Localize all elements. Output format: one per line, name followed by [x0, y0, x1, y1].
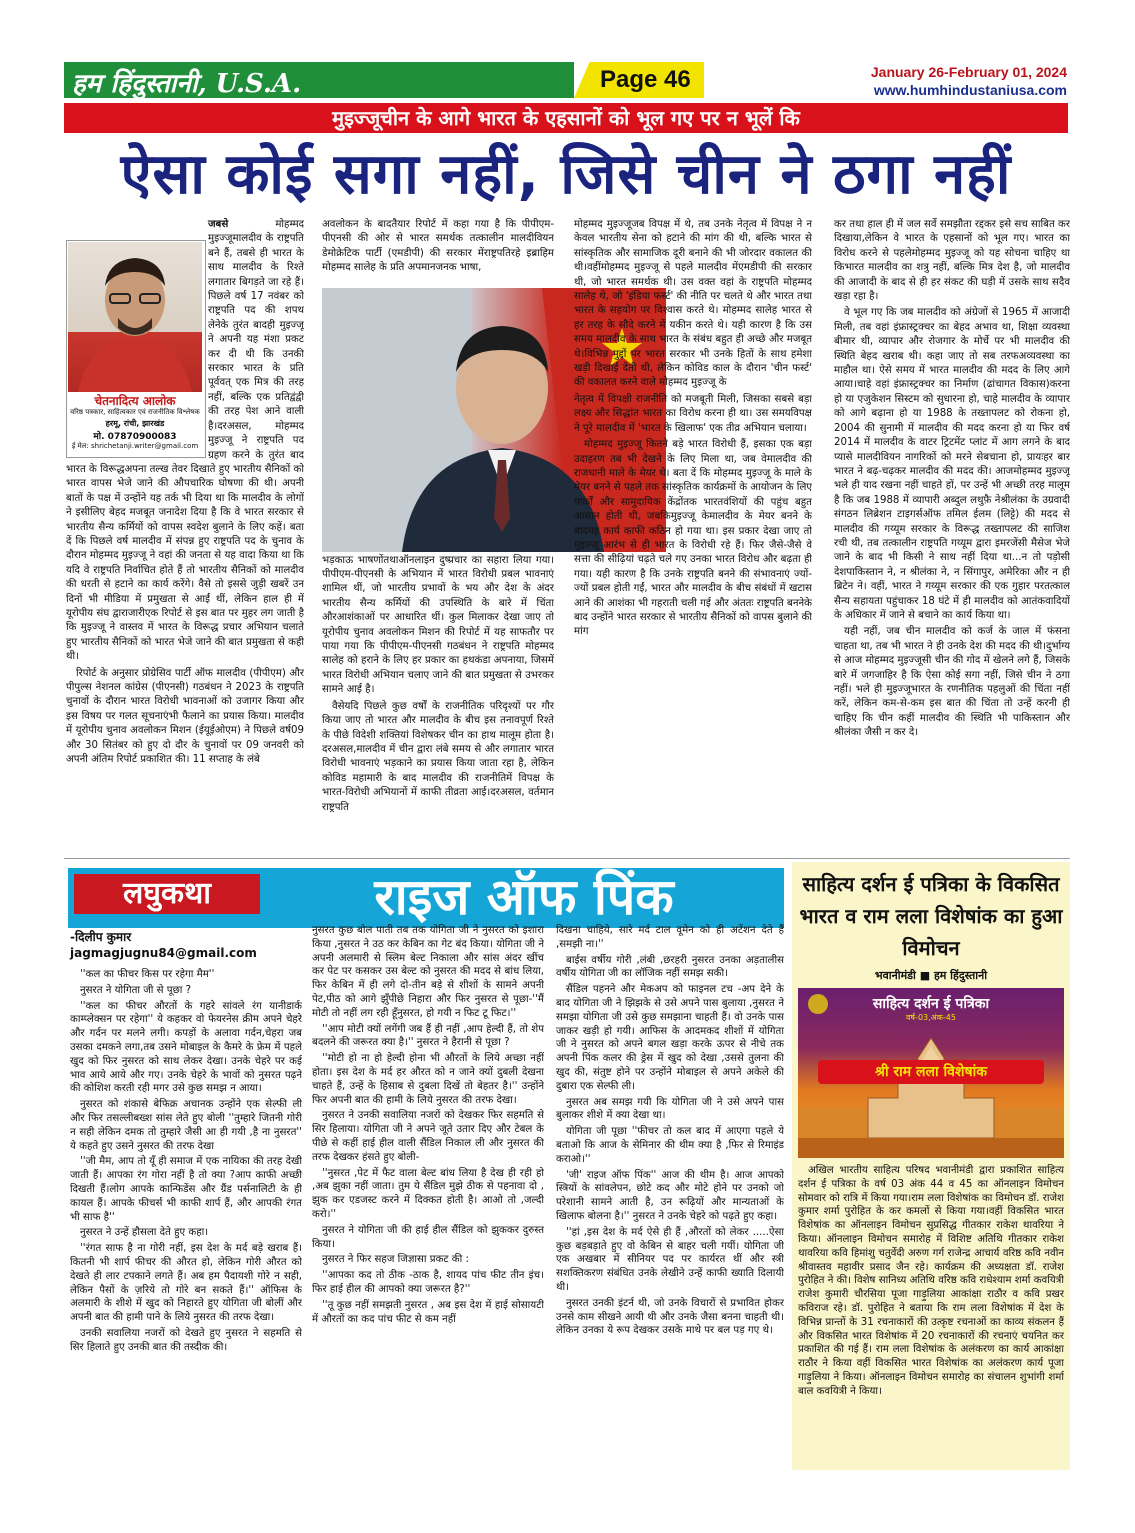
story-paragraph: नुसरत को शंकासे बेफिक्र अचानक उन्होंने एक सेल्फी ली और फिर तसल्लीबख्श सांस लेते हुए बोली ''तुम्हारे जितनी गोरी न सही लेकिन दमक तो तुम्हारे जैसी आ ही गयी ,है ना नुसरत'' ये कहते हुए उसने नुसरत की तरफ देखा [70, 1099, 302, 1152]
side-news-paragraph: अखिल भारतीय साहित्य परिषद भवानीमंडी द्वारा प्रकाशित साहित्य दर्शन ई पत्रिका के वर्ष 03 अंक 44 व 45 का ऑनलाइन विमोचन सोमवार को रात्रि में किया गया।राम लला विशेषांक का विमोचन डॉ. राजेश कुमार शर्मा पुरोहित के कर कमलों से किया गया।वहीं विकसित भारत विशेषांक का ऑनलाइन विमोचन सुप्रसिद्ध गीतकार राकेश थावरिया ने किया। ऑनलाइन विमोचन समारोह में विशिष्ट अतिथि गीतकार राकेश थावरिया कवि हिमांशु चतुर्वेदी अरुण गर्ग राजेन्द्र आचार्य वरिष्ठ कवि नवीन श्रीवास्तव महावीर प्रसाद जैन रहे। कार्यक्रम की अध्यक्षता डॉ. राजेश पुरोहित ने की। विशेष सानिध्य अतिथि वरिष्ठ कवि राधेश्याम शर्मा कवयित्री राजेश कुमारी चौरसिया पूजा गाड़ुलिया आकांक्षा राठौर व कवि प्रखर कविराज रहे। डॉ. पुरोहित ने बताया कि राम लला विशेषांक में देश के विभिन्न प्रान्तों के 31 रचनाकारों की उत्कृष्ट रचनाओं का काव्य संकलन हैं और विकसित भारत विशेषांक में 20 रचनाकारों की रचनाएं चयनित कर प्रकाशित की गई हैं। राम लला विशेषांक के अलंकरण का कार्य आकांक्षा राठौर ने किया वहीं विकसित भारत विशेषांक का अलंकरण कार्य पूजा गाड़ुलिया ने किया। ऑनलाइन विमोचन समारोह का संचालन शुभांगी शर्मा बाल कवयित्री ने किया। [798, 1165, 1064, 1397]
poster-issue: वर्ष-03,अंक-45 [905, 1013, 956, 1022]
story-paragraph: नुसरत ने उन्हें हौसला देते हुए कहा। [80, 1227, 209, 1239]
story-paragraph: उनकी सवालिया नजरों को देखते हुए नुसरत ने सहमति से सिर हिलाते हुए उनकी बात की तस्दीक की। [70, 1327, 302, 1353]
story-title: राइज ऑफ पिंक [374, 868, 674, 926]
side-news-body [798, 1164, 1064, 1468]
story-email[interactable]: jagmagjugnu84@gmail.com [70, 946, 257, 960]
main-headline: ऐसा कोई सगा नहीं, जिसे चीन ने ठगा नहीं [120, 142, 1012, 207]
story-tag: लघुकथा [122, 876, 212, 911]
page-number: Page 46 [600, 66, 691, 93]
article-column-4 [834, 218, 1070, 850]
story-author: -दिलीप कुमार [70, 930, 132, 944]
story-paragraph: ''जी मैम, आप तो यूँ ही समाज में एक नायिका की तरह देखी जाती हैं। आपका रंग गोरा नहीं है तो क्या ?आप काफी अच्छी दिखती हैं।लोग आपके कान्फिडेंस और ग्रैंड पर्सनालिटी के ही कायल हैं। आपके फीचर्स भी काफी शार्प हैं, और आपकी रंगत भी साफ है'' [70, 1156, 302, 1223]
site-url[interactable]: www.humhindustaniusa.com [873, 82, 1067, 98]
story-paragraph: नुसरत ने योगिता जी से पूछा ? [80, 984, 192, 996]
story-paragraph: ''कल का फीचर किस पर रहेगा मैम'' [80, 969, 215, 980]
author-phone: मो. 07870900083 [93, 432, 177, 442]
issue-date: January 26-February 01, 2024 [870, 64, 1067, 80]
story-paragraph: बाईस वर्षीय गोरी ,लंबी ,छरहरी नुसरत उनका अड़तालीस वर्षीय योगिता जी का लॉजिक नहीं समझ सकी। [556, 954, 784, 980]
article-paragraph: वैसेयदि पिछले कुछ वर्षों के राजनीतिक परिदृश्यों पर गौर किया जाए तो भारत और मालदीव के बीच इस तनावपूर्ण रिश्ते के पीछे विदेशी शक्तियां विशेषकर चीन का हाथ मालूम होता है। दरअसल,मालदीव में चीन द्वारा लंबे समय से और लगातार भारत विरोधी भावनाएं भड़काने का प्रयास किया जाता रहा है, लेकिन कोविड महामारी के बाद मालदीव की राजनीतिमें विपक्ष के भारत-विरोधी अभियानों में काफी तीव्रता आई।दरअसल, वर्तमान राष्ट्रपति [322, 700, 554, 813]
story-paragraph: योगिता जी पूछा ''फीचर तो कल बाद में आएगा पहले ये बताओ कि आज के सेमिनार की थीम क्या है ,फिर से रिमाइंड कराओ।'' [556, 1126, 784, 1165]
article-paragraph: मोहम्मद मुइज्जू कितने बड़े भारत विरोधी हैं, इसका एक बड़ा उदाहरण तब भी देखने के लिए मिला था, जब वेमालदीव की राजधानी माले के मेयर थे। बता दें कि मोहम्मद मुइज्जू के माले के मेयर बनने से पहले तक सांस्कृतिक कार्यक्रमों के आयोजन के लिए पार्कों और सामुदायिक केंद्रोंतक भारतवंशियों की पहुंच बहुत आसान होती थी, जबकिमुइज्जू केमालदीव के मेयर बनने के बादयह कार्य काफी कठिन हो गया था। इस प्रकार देखा जाए तो मुइज्जू आरंभ से ही भारत के विरोधी रहे हैं। फिर जैसे-जैसे वे सत्ता की सीढ़ियां चढ़ते चले गए उनका भारत विरोध और बढ़ता ही गया। यही कारण है कि उनके राष्ट्रपति बनने की संभावनाएं ज्यों-ज्यों प्रबल होती गईं, भारत और मालदीव के बीच संबंधों में खटास आने की आशंका भी गहराती चली गई और अंततः राष्ट्रपति बननेके बाद उन्होंने भारत सरकार से भारतीय सैनिकों को वापस बुलाने की मांग [574, 439, 812, 638]
article-paragraph: रिपोर्ट के अनुसार प्रोग्रेसिव पार्टी ऑफ मालदीव (पीपीएम) और पीपुल्स नेशनल कांग्रेस (पीएनसी) गठबंधन ने 2023 के राष्ट्रपति चुनावों के दौरान भारत विरोधी भावनाओं को उजागर किया और इस विषय पर गलत सूचनाएंभी फैलाने का प्रयास किया। मालदीव में यूरोपीय चुनाव अवलोकन मिशन (ईयूईओएम) ने पिछले वर्ष09 और 30 सितंबर को हुए दो दौर के चुनावों पर 09 जनवरी को अपनी अंतिम रिपोर्ट प्रकाशित की। 11 सप्ताह के लंबे [66, 667, 304, 766]
poster-title: साहित्य दर्शन ई पत्रिका [872, 996, 990, 1012]
story-paragraph: ''नुसरत ,पेट में फैट वाला बेल्ट बांध लिया है देख ही रही हो ,अब झुका नहीं जाता। तुम ये सैंडिल मुझे ठीक से पहनावा दो , झुक कर एडजस्ट करने में दिक्कत होती है। आओ तो ,जल्दी करो।'' [312, 1167, 544, 1220]
article-paragraph: अवलोकन के बादतैयार रिपोर्ट में कहा गया है कि पीपीएम-पीएनसी की ओर से भारत समर्थक तत्कालीन मालदीवियन डेमोक्रेटिक पार्टी (एमडीपी) की सरकार मेंराष्ट्रपतिरहे इब्राहिम मोहम्मद सालेह के प्रति अपमानजनक भाषा, [322, 219, 554, 274]
story-paragraph: ''कल का फीचर औरतों के गहरे सांवले रंग यानीडार्क काम्प्लेक्सन पर रहेगा'' ये कहकर वो फेयरनेस क्रीम अपने चेहरे और गर्दन पर मलने लगी। कपड़ों के अलावा गर्दन,चेहरा जब उसका दमकने लगा,तब उसने मोबाइल के कैमरे के फ्रेम में पहले खुद को फिर नुसरत को साथ लेकर देखा। उनके चेहरे पर कई भाव आये आये और गए। उनके चेहरे के भावों को नुसरत पढ़ने की कोशिश करती रही मगर उसे कुछ समझ न आया। [70, 1000, 302, 1095]
story-paragraph: ''रंगत साफ है ना गोरी नहीं, इस देश के मर्द बड़े खराब हैं। कितनी भी शार्प फीचर की औरत हो, लेकिन गोरी औरत को देखते ही लार टपकाने लगते हैं। अब हम पैदायशी गोरे न सही, लेकिन पैसों के ज़रिये तो गोरे बन सकते हैं।'' ऑफिस के अलमारी के शीशे में खुद को निहारते हुए योगिता जी बोलीं और अपनी बात की हामी पाने के लिये नुसरत की तरफ देखा। [70, 1243, 302, 1324]
story-paragraph: दिखना चाहिये, सारे मर्द टाल वूमेन को ही अटेंशन देते हैं ,समझी ना।'' [556, 925, 784, 950]
poster-ribbon-text: श्री राम लला विशेषांक [875, 1064, 987, 1080]
article-paragraph: नेतृत्व में विपक्षी राजनीति को मजबूती मिली, जिसका सबसे बड़ा लक्ष्य और सिद्धांत भारत का विरोध करना ही था। उस समयविपक्ष ने पूरे मालदीव में 'भारत के खिलाफ' एक तीव्र अभियान चलाया। [574, 393, 812, 434]
story-paragraph: ''मोटी हो ना हो हेल्दी होना भी औरतों के लिये अच्छा नहीं होता। इस देश के मर्द हर औरत को न जाने क्यों दुबली देखना चाहते हैं, उन्हें के हिसाब से दुबला दिखें तो बेहतर है।'' उन्होंने फिर अपनी बात की हामी के लिये नुसरत की तरफ देखा। [312, 1053, 544, 1106]
story-column-3 [556, 924, 784, 1463]
story-paragraph: ''हां ,इस देश के मर्द ऐसे ही हैं ,औरतों को लेकर .....ऐसा कुछ बड़बड़ाते हुए वो केबिन से बाहर चली गयीं। योगिता जी एक अखबार में सीनियर पद पर कार्यरत थीं और स्त्री सशक्तिकरण संबंधित उनके लेखीने उन्हें काफी ख्याति दिलायी थी। [556, 1226, 784, 1293]
story-paragraph: नुसरत ने उनकी सवालिया नजरों को देखकर फिर सहमति से सिर हिलाया। योगिता जी ने अपने जूते उतार दिए और टेबल के पीछे से कहीं हाई हील वाली सैंडिल निकाल ली और नुसरत की तरफ देखकर हंसते हुए बोली- [312, 1110, 544, 1163]
story-paragraph: नुसरत उनकी इंटर्न थी, जो उनके विचारों से प्रभावित होकर उनसे काम सीखने आयी थी और उनके जैसा बनना चाहती थी। लेकिन उनका ये रूप देखकर उसके माथे पर बल पड़ गए थे। [556, 1297, 784, 1337]
side-news-dateline: भवानीमंडी ■ हम हिंदुस्तानी [874, 969, 988, 982]
story-paragraph: 'जी' राइज ऑफ पिंक'' आज की थीम है। आज आपको स्त्रियों के सांवलेपन, छोटे कद और मोटे होने पर उनको जो परेशानी सामने आती है, उन रूढ़ियों और मान्यताओं के खिलाफ बोलना है।'' नुसरत ने उनके चेहरे को पढ़ते हुए कहा। [556, 1169, 784, 1222]
story-paragraph: नुसरत ने योगिता जी की हाई हील सैंडिल को झुककर दुरुस्त किया। [312, 1224, 544, 1250]
masthead-title: हम हिंदुस्तानी, U.S.A. [72, 69, 302, 99]
author-email: ई मेल: shrichetanji.writer@gmail.com [71, 442, 199, 450]
article-paragraph: मोहम्मद मुइज्जूमालदीव के राष्ट्रपति बने हैं, तबसे ही भारत के साथ मालदीव के रिश्ते लगातार बिगड़ते जा रहे हैं। पिछले वर्ष 17 नवंबर को राष्ट्रपति पद की शपथ लेनेके तुरंत बादही मुइज्जू ने अपनी यह मंशा प्रकट कर दी थी कि उनकी सरकार भारत के प्रति पूर्ववत् एक मित्र की तरह नहीं, बल्कि एक प्रतिद्वंद्वी की तरह पेश आने वाली है।दरअसल, मोहम्मद मुइज्जू ने राष्ट्रपति पद ग्रहण करने के तुरंत बाद भारत के विरूद्धअपना तल्ख तेवर दिखाते हुए भारतीय सैनिकों को भारत वापस भेजे जाने की औपचारिक घोषणा की थी। अपनी बातों के पक्ष में उन्होंने यह तर्क भी दिया था कि मालदीव के लोगों ने इसीलिए बेहद मजबूत जनादेश दिया है कि वे भारत सरकार से भारतीय सैन्य कर्मियों को वापस स्वदेश बुलाने के लिए कहें। बता दें कि पिछले वर्ष मालदीव में संपन्न हुए राष्ट्रपति पद के चुनाव के दौरान मोहम्मद मुइज्जू ने वहां की जनता से यह वादा किया था कि यदि वे राष्ट्रपति निर्वाचित होते हैं तो भारतीय सैनिकों को मालदीव की धरती से हटाने का कार्य करेंगे। वैसे तो इससे जुड़ी खबरें उन दिनों भी मीडिया में प्रमुखता से आईं थीं, लेकिन हाल ही में यूरोपीय संघ द्वाराजारीएक रिपोर्ट से इस बात पर मुहर लग जाती है कि मुइज्जू ने वास्तव में भारत के विरूद्ध प्रचार अभियान चलाते हुए भारतीय सैनिकों को भारत भेजे जाने की बात प्रमुखता से कही थी। [66, 219, 304, 663]
story-paragraph: नुसरत अब समझ गयी कि योगिता जी ने उसे अपने पास बुलाकर शीशे में क्या देखा था। [556, 1096, 784, 1122]
story-paragraph: नुसरत कुछ बोल पाती तब तक योगिता जी ने नुसरत को इशारा किया ,नुसरत ने उठ कर केबिन का गेट बंद किया। योगिता जी ने अपनी अलमारी से स्लिम बेल्ट निकाला और सांस अंदर खींच कर पेट पर कसकर उस बेल्ट को नुसरत की मदद से बांध लिया, फिर केबिन में ही लगे दो-तीन बड़े से शीशों के सामने अपनी पेट,पीठ को आगे झुँपीछे निहारा और फिर नुसरत से पूछा-''मैं मोटी तो नहीं लग रही हूँनुसरत, हो गयी न फिट टू फिट।'' [312, 925, 544, 1019]
story-paragraph: ''तू कुछ नहीं समझती नुसरत , अब इस देश में हाई सोसायटी में औरतों का कद पांच फीट से कम नहीं [312, 1299, 544, 1325]
article-paragraph: भड़काऊ भाषणोंतथाऑनलाइन दुष्प्रचार का सहारा लिया गया। पीपीएम-पीएनसी के अभियान में भारत विरोधी प्रबल भावनाएं शामिल थीं, जो भारतीय प्रभावों के भय और देश के अंदर भारतीय सैन्य कर्मियों की उपस्थिति के बारे में चिंता औरआशंकाओं पर आधारित थीं। कुल मिलाकर देखा जाए तो यूरोपीय चुनाव अवलोकन मिशन की रिपोर्ट में यह साफतौर पर पाया गया कि पीपीएम-पीएनसी गठबंधन ने राष्ट्रपति मोहम्मद सालेह को हराने के लिए हर प्रकार का हथकंडा अपनाया, जिसमें भारत विरोधी अभियान चलाए जाने की बात प्रमुखता से उभरकर सामने आई है। [322, 554, 554, 696]
article-paragraph: यही नहीं, जब चीन मालदीव को कर्ज के जाल में फंसना चाहता था, तब भी भारत ने ही उनके देश की मदद की थी।दुर्भाग्य से आज मोहम्मद मुइज्जूसी चीन की गोद में खेलने लगे हैं, जिसके बारे में जगजाहिर है कि ऐसा कोई सगा नहीं, जिसे चीन ने ठगा नहीं। भले ही मुइज्जूभारत के रणनीतिक पहलुओं की चिंता नहीं करें, लेकिन कम-से-कम इस बात की चिंता तो उन्हें करनी ही चाहिए कि चीन कहीं मालदीव की स्थिति भी पाकिस्तान और श्रीलंका जैसी न कर दे। [834, 626, 1070, 739]
article-column-3 [574, 218, 812, 850]
author-name: चेतनादित्य आलोक [94, 394, 176, 408]
story-column-2 [312, 924, 544, 1463]
article-paragraph: वे भूल गए कि जब मालदीव को अंग्रेजों से 1965 में आजादी मिली, तब वहां इंफ्रास्ट्रक्चर का बेहद अभाव था, शिक्षा व्यवस्था बीमार थी, व्यापार और रोजगार के मोर्चे पर भी मालदीव की स्थिति बेहद खराब थी। कहा जाए तो सब तरफअव्यवस्था का माहौल था। ऐसे समय में भारत मालदीव की मदद के लिए आगे आया।चाहे वहां इंफ्रास्ट्रक्चर का निर्माण (ढांचागत विकास)करना हो या एजुकेशन सिस्टम को सुधारना हो, चाहे मालदीव के व्यापार को आगे बढ़ाना हो या 1988 के तख्तापलट को रोकना हो, 2004 की सुनामी में मालदीव की मदद करना हो या फिर वर्ष 2014 में मालदीव के वाटर ट्रिटमेंट प्लांट में आग लगने के बाद प्यासे मालदीवियन नागरिकों को मरने सेबचाना हो, प्रायःहर बार भारत ने बढ़-चढ़कर मालदीव की मदद की। आजमोहम्मद मुइज्जू भले ही याद रखना नहीं चाहते हों, पर उन्हें भी अच्छी तरह मालूम है कि जब 1988 में व्यापारी अब्दुल लथुफ़ै नेश्रीलंका के उग्रवादी संगठन लिब्रेशन टाइगर्सऑफ तमिल ईलम (लिट्टे) की मदद से मालदीव की गय्यूम सरकार के विरूद्ध तख्तापलट की साजिश रची थी, तब तत्कालीन राष्ट्रपति गय्यूम द्वारा इमरजेंसी मैसेज भेजे जाने के बाद भी किसी ने साथ नहीं दिया था...न तो पड़ोसी देशपाकिस्तान ने, न श्रीलंका ने, न सिंगापुर, अमेरिका और न ही ब्रिटेन ने। वहीं, भारत ने गय्यूम सरकार की एक गुहार परतत्काल सैन्य सहायता पहुंचाकर 18 घंटे में ही मालदीव को आतंकवादियों के अधिकार में जाने से बचाने का कार्य किया था। [834, 307, 1070, 621]
article-paragraph: मोहम्मद मुइज्जूजब विपक्ष में थे, तब उनके नेतृत्व में विपक्ष ने न केवल भारतीय सेना को हटाने की मांग की थी, बल्कि भारत से सांस्कृतिक और सामाजिक दूरी बनाने की भी जोरदार वकालत की थी।वहींमोहम्मद मुइज्जू से पहले मालदीव मेंएमडीपी की सरकार थी, जो भारत समर्थक थी। उस वक्त वहां के राष्ट्रपति मोहम्मद सालेह थे, जो 'इंडिया फर्स्ट' की नीति पर चलते थे और भारत तथा भारत के सहयोग पर विश्वास करते थे। मोहम्मद सालेह भारत से हर तरह के सौदे करने में यकीन करते थे। यही कारण है कि उस समय मालदीव के साथ भारत के संबंध बहुत ही अच्छे और मजबूत थे।विभिन्न मुद्दों पर भारत सरकार भी उनके हितों के साथ हमेशा खड़ी दिखाई देती थी, लेकिन कोविड काल के दौरान 'चीन फर्स्ट' की वकालत करने वाले मोहम्मद मुइज्जू के [574, 219, 812, 389]
side-news-title: साहित्य दर्शन ई पत्रिका के विकसित भारत व राम लला विशेषांक का हुआ विमोचन [799, 872, 1063, 960]
author-portrait-icon [68, 242, 202, 392]
lead-word: जबसे [208, 219, 229, 230]
story-paragraph: सैंडिल पहनने और मेकअप को फाइनल टच -अप देने के बाद योगिता जी ने झिझके से उसे अपने पास बुलाया ,नुसरत ने समझा योगिता जी उसे कुछ समझाना चाहती हैं। वो उनके पास जाकर खड़ी हो गयी। आफिस के आदमकद शीशों में योगिता जी ने नुसरत को अपने बगल खड़ा करके ऊपर से नीचे तक अपनी पिंक कलर की ड्रेस में खुद को देखा ,उससे तुलना की खुद की, संतुष्ट होने पर उन्होंने मोबाइल से अपने अकेले की दुबारा एक सेल्फी ली। [556, 984, 784, 1092]
author-role: वरिष्ठ पत्रकार, साहित्यकार एवं राजनीतिक विश्लेषक [70, 408, 200, 416]
story-column-1 [70, 968, 302, 1463]
story-paragraph: नुसरत ने फिर सहज जिज्ञासा प्रकट की : [322, 1254, 469, 1266]
author-place: हरमू, रांची, झारखंड [105, 419, 165, 428]
kicker-headline: मुइज्जूचीन के आगे भारत के एहसानों को भूल गए पर न भूलें कि [332, 106, 800, 130]
article-paragraph: कर तथा हाल ही में जल सर्वे समझौता रद्दकर इसे सच साबित कर दिखाया,लेकिन वे भारत के एहसानों को भूल गए। भारत का विरोध करने से पहलेमोहम्मद मुइज्जू को यह सोचना चाहिए था किभारत मालदीव का शत्रु नहीं, बल्कि मित्र देश है, जो मालदीव की आजादी के बाद से ही हर संकट की घड़ी में उसके साथ सदैव खड़ा रहा है। [834, 219, 1070, 303]
story-paragraph: ''आपका कद तो ठीक -ठाक है, शायद पांच फीट तीन इंच। फिर हाई हील की आपको क्या जरूरत है?'' [312, 1270, 544, 1295]
section-divider [64, 858, 1070, 859]
story-paragraph: ''आप मोटी क्यों लगेंगी जब हैं ही नहीं ,आप हेल्दी हैं, तो शेप बदलने की जरूरत क्या है।'' नुसरत ने हैरानी से पूछा ? [312, 1023, 544, 1049]
